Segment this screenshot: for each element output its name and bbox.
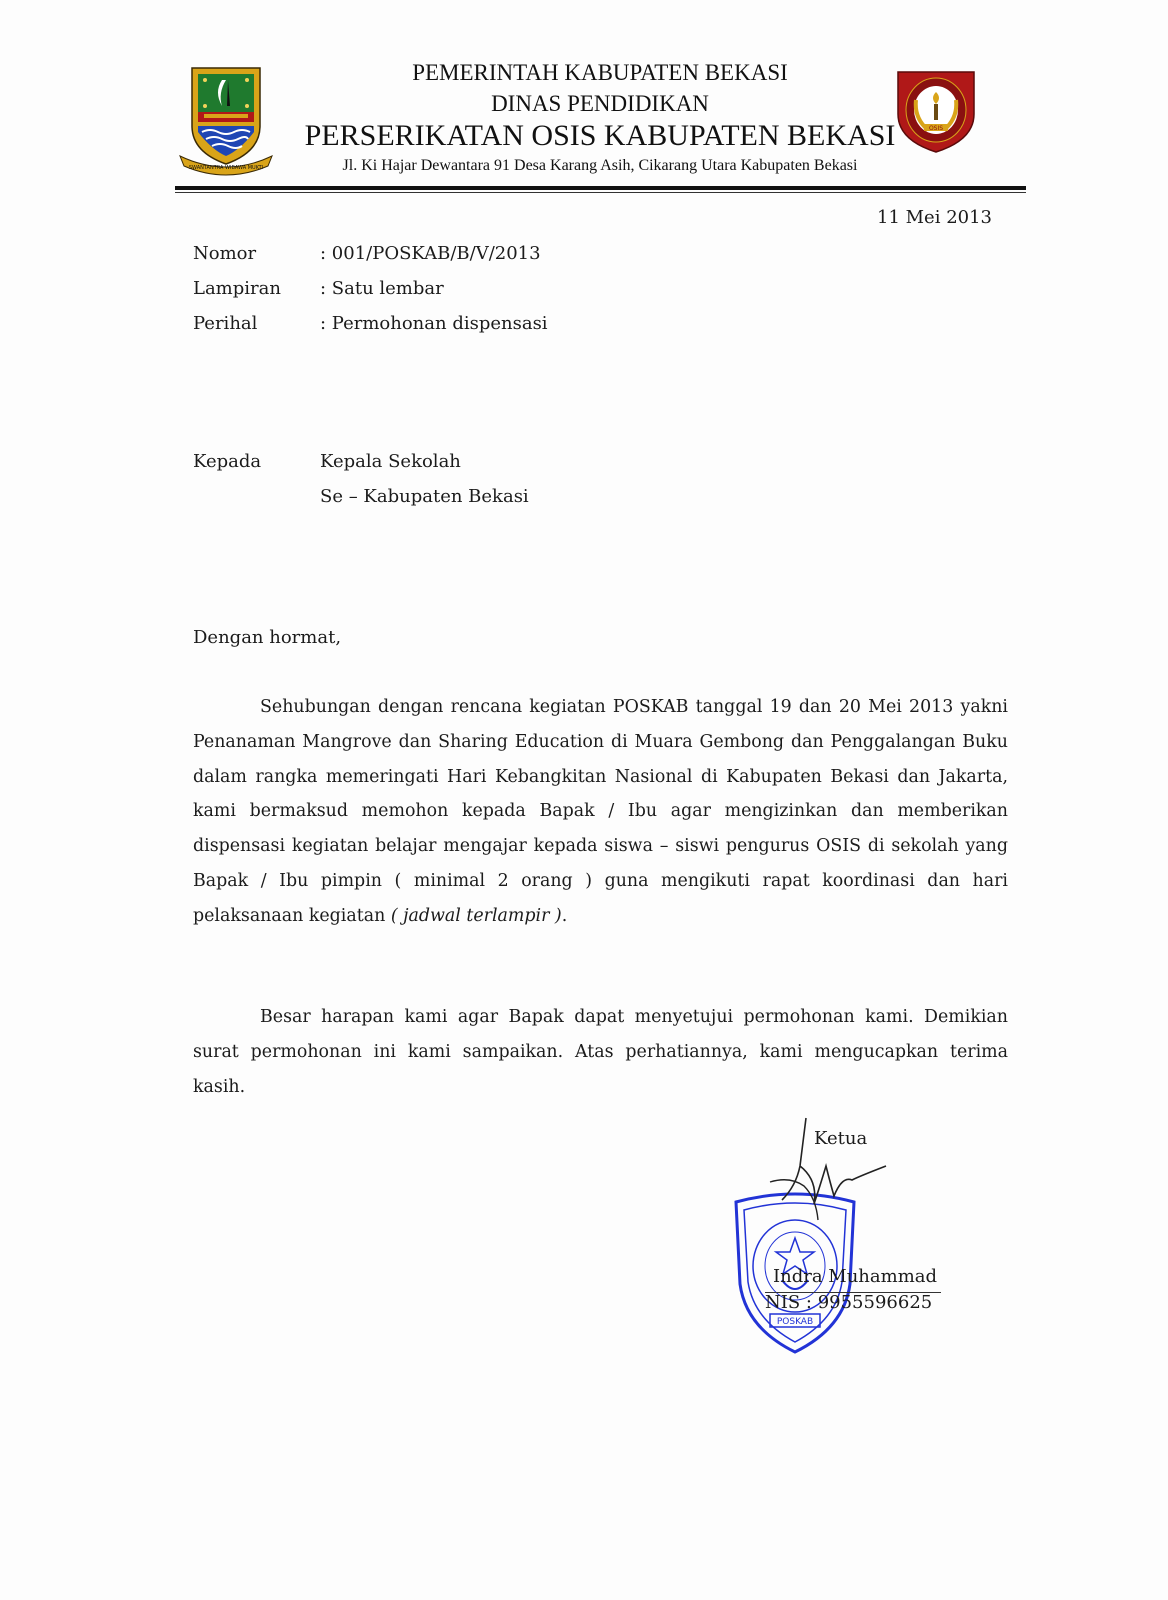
body-paragraph-1: [193, 690, 1008, 934]
body-paragraph-1-main: Sehubungan dengan rencana kegiatan POSKAB tanggal 19 dan 20 Mei 2013 yakni Penanaman Mangrove dan Sharing Education di Muara Gembong dan Penggalangan Buku dalam rangka memeringati Hari Kebangkitan Nasional di Kabupaten Bekasi dan Jakarta, kami bermaksud memohon kepada Bapak / Ibu agar mengizinkan dan memberikan dispensasi kegiatan belajar mengajar kepada siswa – siswi pengurus OSIS di sekolah yang Bapak / Ibu pimpin ( minimal 2 orang ) guna mengikuti rapat koordinasi dan hari pelaksanaan kegiatan: [193, 697, 1008, 926]
body-paragraph-1-end: .: [561, 905, 568, 926]
signatory-nis: NIS : 9955596625: [765, 1292, 933, 1313]
header-rule-thin: [175, 192, 1026, 193]
header-line-1: PEMERINTAH KABUPATEN BEKASI: [412, 60, 788, 85]
meta-label-perihal: Perihal: [193, 313, 258, 334]
kabupaten-bekasi-logo: [178, 66, 274, 176]
meta-value-perihal: : Permohonan dispensasi: [320, 313, 548, 334]
logo-badge-text: OSIS: [928, 125, 944, 132]
header-organization-name: PERSERIKATAN OSIS KABUPATEN BEKASI: [304, 119, 896, 152]
header-line-2: DINAS PENDIDIKAN: [491, 91, 709, 116]
recipient-line-2: Se – Kabupaten Bekasi: [320, 486, 529, 507]
body-paragraph-2: Besar harapan kami agar Bapak dapat menyetujui permohonan kami. Demikian surat permohonan ini kami sampaikan. Atas perhatiannya, kami mengucapkan terima kasih.: [193, 1007, 1008, 1097]
body-paragraph-1-italic: ( jadwal terlampir ): [390, 905, 562, 926]
salutation: Dengan hormat,: [193, 627, 342, 648]
letter-date: 11 Mei 2013: [877, 207, 992, 228]
meta-label-lampiran: Lampiran: [193, 278, 281, 299]
logo-motto-text: SWANTANTRA WIBAWA MUKTI: [188, 165, 264, 171]
recipient-label: Kepada: [193, 451, 262, 472]
signature-title: Ketua: [814, 1128, 868, 1149]
meta-value-lampiran: : Satu lembar: [320, 278, 444, 299]
header-address: Jl. Ki Hajar Dewantara 91 Desa Karang Asih, Cikarang Utara Kabupaten Bekasi: [342, 157, 858, 174]
recipient-line-1: Kepala Sekolah: [320, 451, 461, 472]
meta-label-nomor: Nomor: [193, 243, 257, 264]
stamp-label: POSKAB: [776, 1317, 814, 1327]
meta-value-nomor: : 001/POSKAB/B/V/2013: [320, 243, 541, 264]
signatory-name: Indra Muhammad: [773, 1266, 938, 1287]
header-rule-thick: [175, 186, 1026, 190]
